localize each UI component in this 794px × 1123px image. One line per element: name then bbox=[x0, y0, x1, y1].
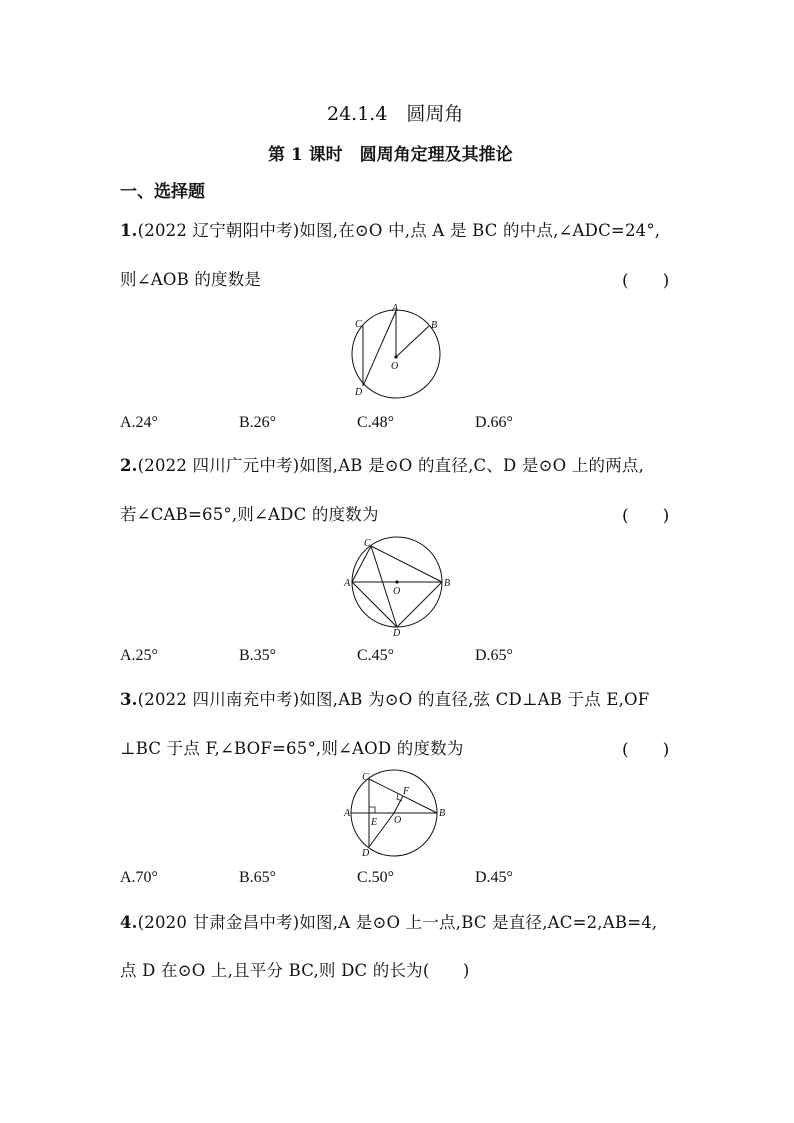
label-b: B bbox=[444, 578, 451, 589]
question-3-number: 3. bbox=[120, 690, 138, 709]
question-1-line-1 bbox=[120, 217, 660, 241]
label-o: O bbox=[394, 815, 402, 826]
label-o: O bbox=[391, 361, 399, 372]
question-2-figure bbox=[340, 536, 460, 636]
question-1-line-2: 则∠AOB 的度数是 bbox=[120, 270, 262, 289]
question-1-option-a[interactable]: A.24° bbox=[120, 414, 158, 431]
question-2-option-b[interactable]: B.35° bbox=[239, 647, 277, 664]
question-2-text-1: (2022 四川广元中考)如图,AB 是⊙O 的直径,C、D 是⊙O 上的两点, bbox=[137, 456, 645, 475]
section-heading: 一、选择题 bbox=[120, 182, 205, 202]
question-2-option-a[interactable]: A.25° bbox=[120, 647, 158, 664]
question-1-number: 1. bbox=[120, 221, 138, 240]
question-3-text-1: (2022 四川南充中考)如图,AB 为⊙O 的直径,弦 CD⊥AB 于点 E,OF bbox=[137, 690, 650, 709]
label-d: D bbox=[393, 628, 401, 636]
lesson-title: 24.1.4 圆周角 bbox=[327, 103, 464, 125]
question-2-line-2: 若∠CAB=65°,则∠ADC 的度数为 bbox=[120, 505, 379, 524]
chord-cb bbox=[371, 546, 442, 582]
question-2-option-c[interactable]: C.45° bbox=[357, 647, 395, 664]
label-c: C bbox=[364, 538, 371, 549]
question-3-option-c[interactable]: C.50° bbox=[357, 869, 395, 886]
question-1-option-d[interactable]: D.66° bbox=[475, 414, 513, 431]
label-b: B bbox=[439, 808, 446, 819]
chord-bd bbox=[397, 582, 442, 627]
label-b: B bbox=[431, 320, 438, 331]
label-a: A bbox=[344, 578, 351, 589]
question-3-option-b[interactable]: B.65° bbox=[239, 869, 277, 886]
question-2-line-1 bbox=[120, 452, 644, 476]
question-4-text-1: (2020 甘肃金昌中考)如图,A 是⊙O 上一点,BC 是直径,AC=2,AB=4, bbox=[137, 913, 658, 932]
question-3-figure bbox=[342, 768, 462, 868]
label-a: A bbox=[392, 303, 399, 314]
label-d: D bbox=[362, 848, 370, 859]
question-2-number: 2. bbox=[120, 456, 138, 475]
center-point bbox=[394, 355, 397, 358]
chord-ac bbox=[352, 546, 371, 582]
segment-of bbox=[394, 796, 403, 813]
radius-ob bbox=[396, 326, 429, 357]
label-d: D bbox=[355, 387, 363, 398]
right-angle-e bbox=[369, 807, 375, 813]
question-3-answer-blank: ( ) bbox=[622, 740, 670, 760]
question-3-line-2: ⊥BC 于点 F,∠BOF=65°,则∠AOD 的度数为 bbox=[120, 739, 464, 758]
question-3-option-a[interactable]: A.70° bbox=[120, 869, 158, 886]
question-1-text-1: (2022 辽宁朝阳中考)如图,在⊙O 中,点 A 是 BC 的中点,∠ADC=24°, bbox=[137, 221, 661, 240]
question-3-line-1 bbox=[120, 686, 649, 710]
question-4-line-1 bbox=[120, 909, 657, 933]
question-1-option-c[interactable]: C.48° bbox=[357, 414, 395, 431]
label-c: C bbox=[362, 772, 369, 783]
question-1-option-b[interactable]: B.26° bbox=[239, 414, 277, 431]
question-2-answer-blank: ( ) bbox=[622, 506, 670, 526]
label-e: E bbox=[371, 817, 378, 828]
question-2-option-d[interactable]: D.65° bbox=[475, 647, 513, 664]
label-o: O bbox=[393, 586, 401, 597]
lesson-subtitle: 第 1 课时 圆周角定理及其推论 bbox=[268, 145, 513, 165]
label-c: C bbox=[355, 319, 362, 330]
question-1-answer-blank: ( ) bbox=[622, 271, 670, 291]
center-point bbox=[395, 580, 398, 583]
label-a: A bbox=[344, 808, 351, 819]
chord-ad bbox=[363, 311, 399, 386]
question-4-line-2: 点 D 在⊙O 上,且平分 BC,则 DC 的长为( ) bbox=[120, 961, 470, 980]
label-f: F bbox=[403, 786, 410, 797]
question-4-number: 4. bbox=[120, 913, 138, 932]
question-1-figure bbox=[345, 302, 465, 402]
question-3-option-d[interactable]: D.45° bbox=[475, 869, 513, 886]
